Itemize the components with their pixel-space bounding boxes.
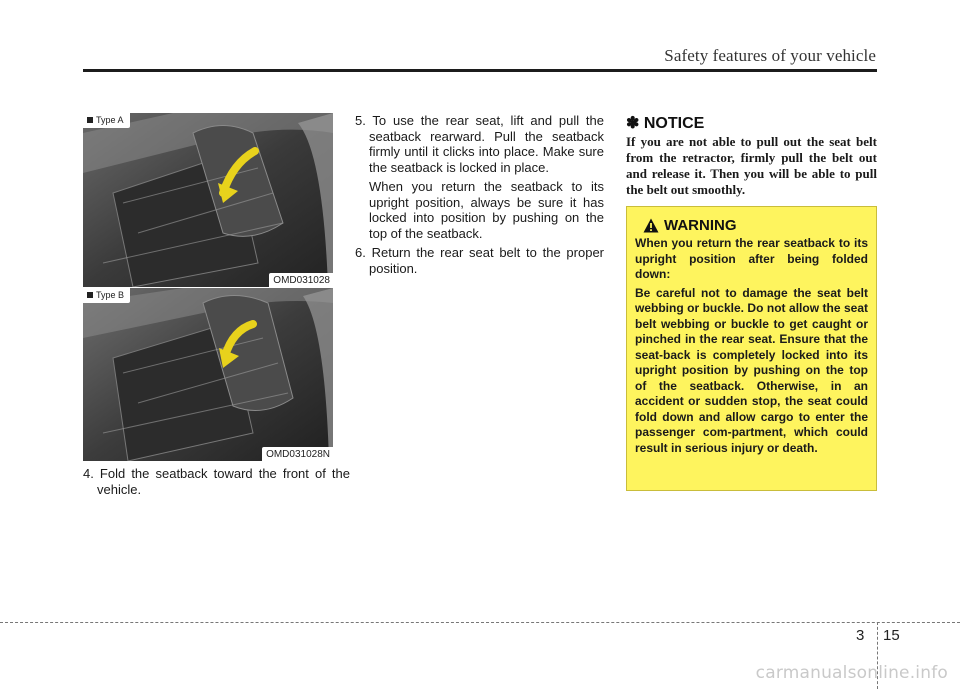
footer-rule [0, 622, 960, 623]
notice-title [626, 113, 704, 133]
warning-header [643, 217, 868, 234]
figure-type-a [83, 113, 333, 287]
figure-label-text: Type A [96, 115, 124, 125]
warning-body: Be careful not to damage the seat belt webbing or buckle. Do not allow the seat belt webbing or buckle to get caught or pinched in the rear seat. Ensure that the seat-back is completely locked into its upright position by pushing on the top of the seatback. Otherwise, in an accident or sudden stop, the seat could fold down and allow cargo to enter the passenger com-partment, which could result in serious injury or death. [635, 285, 868, 455]
notice-star-icon: ✽ [626, 115, 640, 132]
figure-code: OMD031028 [269, 273, 333, 287]
warning-box [626, 206, 877, 491]
header-title: Safety features of your vehicle [664, 46, 876, 65]
chapter-number: 3 [856, 627, 865, 644]
figure-label [83, 288, 130, 303]
step-5-text: 5. To use the rear seat, lift and pull the seatback rearward. Pull the seatback firmly until it clicks into place. Make sure the seatback is locked in place. [355, 113, 604, 175]
page-number: 15 [883, 627, 900, 644]
watermark: carmanualsonline.info [755, 663, 948, 683]
step-4-text: 4. Fold the seatback toward the front of the vehicle. [83, 466, 350, 497]
figure-code: OMD031028N [262, 447, 333, 461]
warning-title: WARNING [664, 217, 737, 234]
notice-text: If you are not able to pull out the seat belt from the retractor, firmly pull the belt out and release it. Then you will be able to pull the belt out smoothly. [626, 134, 877, 197]
step-6-text: 6. Return the rear seat belt to the proper position. [355, 245, 604, 276]
instructions-column [355, 113, 604, 276]
figure-type-b [83, 287, 333, 461]
square-bullet-icon [87, 292, 93, 298]
warning-triangle-icon [643, 218, 659, 233]
header-rule [83, 69, 877, 72]
rear-seat-illustration-a [83, 113, 333, 287]
step-5-note: When you return the seatback to its upright position, always be sure it has locked into position by pushing on the top of the seatback. [369, 179, 604, 241]
figure-label [83, 113, 130, 128]
warning-lead: When you return the rear seatback to its upright position after being folded down: [635, 236, 868, 281]
notice-title-text: NOTICE [643, 115, 705, 132]
square-bullet-icon [87, 117, 93, 123]
figure-label-text: Type B [96, 290, 125, 300]
rear-seat-illustration-b [83, 288, 333, 461]
